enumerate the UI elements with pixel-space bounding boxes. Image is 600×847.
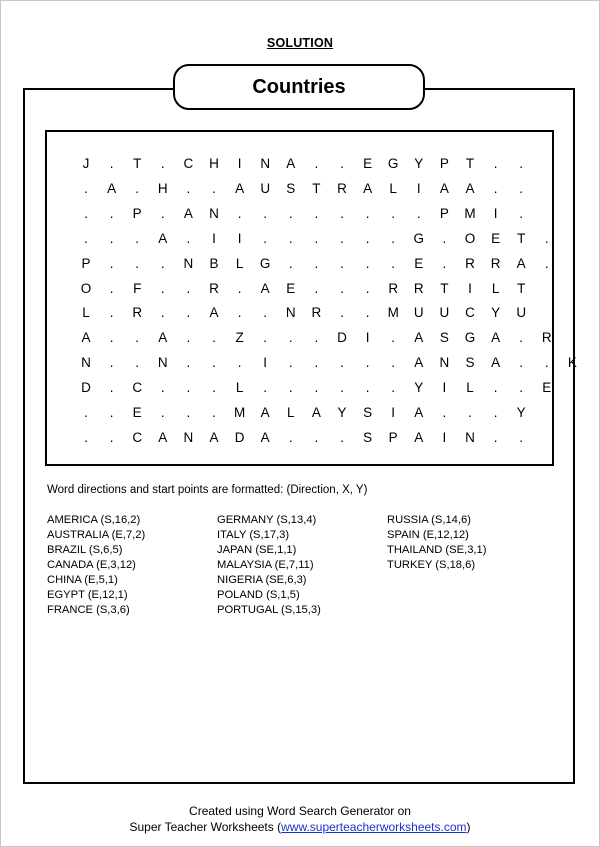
grid-cell: A	[209, 429, 219, 445]
grid-cell: .	[493, 405, 498, 420]
grid-cell: L	[466, 380, 474, 396]
grid-cell: .	[160, 255, 165, 271]
grid-cell: .	[212, 330, 216, 346]
grid-cell: L	[287, 405, 295, 420]
grid-cell: .	[314, 330, 319, 346]
grid-cell: A	[107, 180, 117, 196]
grid-cell: .	[160, 280, 165, 296]
grid-cell: A	[414, 405, 424, 420]
grid-cell: .	[135, 180, 140, 196]
grid-cell: .	[263, 205, 268, 221]
grid-cell: C	[465, 305, 475, 321]
grid-cell: M	[464, 205, 476, 221]
grid-cell: T	[133, 156, 142, 171]
grid-cell: .	[365, 230, 370, 246]
grid-cell: R	[541, 330, 552, 346]
grid-cell: Z	[235, 330, 244, 346]
grid-cell: A	[311, 405, 321, 420]
grid-cell: C	[132, 429, 143, 445]
grid-cell: .	[365, 255, 370, 271]
grid-cell: .	[160, 305, 165, 321]
grid-cell: .	[314, 380, 319, 396]
grid-cell: .	[314, 355, 319, 371]
word-list-column-2	[217, 513, 321, 618]
grid-cell: .	[416, 205, 421, 221]
grid-cell: .	[391, 255, 396, 271]
grid-cell: .	[340, 380, 344, 396]
grid-cell: .	[314, 156, 319, 171]
grid-cell: R	[132, 305, 143, 321]
grid-cell: P	[439, 156, 449, 171]
grid-cell: A	[286, 156, 296, 171]
grid-cell: .	[340, 355, 344, 371]
grid-cell: A	[235, 180, 245, 196]
word-list-item: ITALY (S,17,3)	[217, 529, 290, 541]
word-list-item: AUSTRALIA (E,7,2)	[47, 529, 146, 541]
grid-cell: I	[212, 230, 216, 246]
grid-cell: R	[465, 255, 475, 271]
grid-cell: I	[442, 429, 447, 445]
grid-cell: I	[493, 205, 498, 221]
grid-cell: T	[517, 280, 526, 296]
grid-cell: .	[212, 180, 216, 196]
grid-cell: M	[233, 405, 246, 420]
grid-cell: .	[519, 205, 524, 221]
grid-cell: .	[84, 230, 88, 246]
grid-cell: N	[209, 205, 219, 221]
grid-cell: R	[311, 305, 322, 321]
grid-cell: A	[414, 330, 424, 346]
grid-cell: U	[439, 305, 450, 321]
grid-cell: .	[237, 280, 242, 296]
grid-cell: Y	[337, 405, 347, 420]
grid-cell: .	[263, 380, 268, 396]
grid-cell: .	[442, 255, 447, 271]
grid-cell: .	[544, 355, 549, 371]
grid-cell: O	[464, 230, 476, 246]
grid-cell: .	[391, 205, 396, 221]
grid-cell: .	[442, 405, 447, 420]
grid-cell: .	[135, 330, 140, 346]
grid-cell: .	[135, 255, 140, 271]
grid-cell: .	[365, 205, 370, 221]
grid-cell: .	[468, 405, 472, 420]
grid-cell: G	[387, 156, 399, 171]
directions-note: Word directions and start points are formatted: (Direction, X, Y)	[47, 484, 368, 496]
grid-cell: .	[314, 429, 319, 445]
grid-cell: A	[465, 180, 475, 196]
grid-cell: L	[235, 255, 244, 271]
grid-cell: .	[493, 429, 498, 445]
grid-cell: .	[109, 405, 114, 420]
grid-cell: .	[493, 180, 498, 196]
grid-cell: I	[237, 156, 242, 171]
grid-cell: .	[186, 180, 191, 196]
grid-cell: .	[365, 380, 370, 396]
grid-cell: .	[109, 355, 114, 371]
grid-cell: .	[212, 405, 216, 420]
grid-cell: U	[260, 180, 271, 196]
word-list-item: THAILAND (SE,3,1)	[387, 544, 487, 556]
footer	[0, 803, 600, 835]
grid-cell: K	[567, 355, 577, 371]
grid-cell: .	[340, 205, 344, 221]
grid-cell: E	[132, 405, 142, 420]
grid-cell: N	[183, 255, 194, 271]
grid-cell: A	[439, 180, 449, 196]
word-list-column-1	[47, 513, 145, 618]
grid-cell: A	[158, 330, 168, 346]
grid-cell: .	[519, 380, 524, 396]
grid-cell: Y	[414, 380, 424, 396]
grid-cell: .	[314, 255, 319, 271]
grid-cell: S	[363, 429, 373, 445]
page-title: Countries	[173, 64, 425, 110]
grid-cell: .	[340, 429, 344, 445]
grid-cell: A	[491, 355, 501, 371]
grid-cell: .	[544, 255, 549, 271]
grid-cell: .	[160, 156, 165, 171]
grid-cell: I	[365, 330, 370, 346]
grid-cell: .	[135, 355, 140, 371]
grid-cell: N	[465, 429, 475, 445]
grid-cell: A	[414, 429, 424, 445]
grid-cell: A	[158, 230, 168, 246]
grid-cell: .	[109, 429, 114, 445]
grid-cell: .	[442, 230, 447, 246]
grid-cell: Y	[414, 156, 424, 171]
word-list-item: CHINA (E,5,1)	[47, 574, 118, 586]
grid-cell: .	[365, 355, 370, 371]
grid-cell: .	[493, 156, 498, 171]
word-list-item: JAPAN (SE,1,1)	[217, 544, 297, 556]
grid-cell: .	[186, 330, 191, 346]
grid-cell: I	[237, 230, 242, 246]
grid-cell: U	[516, 305, 527, 321]
grid-cell: N	[157, 355, 168, 371]
grid-cell: .	[84, 205, 88, 221]
grid-cell: .	[109, 330, 114, 346]
grid-cell: R	[388, 280, 399, 296]
grid-cell: .	[314, 280, 319, 296]
grid-cell: .	[263, 330, 268, 346]
grid-cell: L	[491, 280, 500, 296]
word-list-item: MALAYSIA (E,7,11)	[217, 559, 314, 571]
word-list-item: EGYPT (E,12,1)	[47, 589, 128, 601]
grid-cell: N	[183, 429, 194, 445]
grid-cell: S	[465, 355, 475, 371]
grid-cell: R	[337, 180, 347, 196]
grid-cell: E	[491, 230, 501, 246]
word-list-item: PORTUGAL (S,15,3)	[217, 604, 321, 616]
grid-cell: .	[160, 205, 165, 221]
word-search-grid	[45, 130, 577, 466]
grid-cell: D	[234, 429, 245, 445]
word-list-item: TURKEY (S,18,6)	[387, 559, 476, 571]
grid-cell: L	[82, 305, 90, 321]
grid-cell: A	[158, 429, 168, 445]
grid-cell: R	[490, 255, 501, 271]
grid-cell: R	[413, 280, 424, 296]
grid-cell: Y	[491, 305, 501, 321]
solution-label: SOLUTION	[266, 36, 334, 50]
grid-cell: .	[109, 280, 114, 296]
grid-cell: D	[81, 380, 91, 396]
grid-cell: .	[109, 205, 114, 221]
grid-cell: .	[391, 380, 396, 396]
grid-cell: E	[286, 280, 296, 296]
grid-cell: A	[260, 405, 270, 420]
grid-cell: .	[544, 230, 549, 246]
grid-cell: P	[132, 205, 142, 221]
grid-cell: .	[519, 180, 524, 196]
word-list-item: RUSSIA (S,14,6)	[387, 514, 471, 526]
grid-cell: .	[109, 230, 114, 246]
grid-cell: A	[516, 255, 526, 271]
website-link[interactable]: www.superteacherworksheets.com	[281, 820, 467, 834]
grid-cell: .	[212, 380, 216, 396]
grid-cell: A	[363, 180, 373, 196]
grid-cell: F	[133, 280, 142, 296]
grid-cell: A	[81, 330, 91, 346]
grid-cell: .	[84, 429, 88, 445]
grid-cell: G	[259, 255, 271, 271]
grid-cell: D	[337, 330, 347, 346]
word-list-item: NIGERIA (SE,6,3)	[217, 574, 307, 586]
grid-cell: E	[414, 255, 424, 271]
grid-cell: .	[109, 156, 114, 171]
grid-cell: A	[260, 280, 270, 296]
grid-cell: .	[493, 380, 498, 396]
grid-cell: .	[391, 230, 396, 246]
grid-cell: .	[314, 230, 319, 246]
grid-cell: .	[288, 380, 293, 396]
grid-cell: C	[132, 380, 143, 396]
grid-cell: I	[416, 180, 421, 196]
grid-cell: A	[209, 305, 219, 321]
grid-cell: .	[109, 380, 114, 396]
grid-cell: .	[237, 355, 242, 371]
grid-cell: .	[109, 255, 114, 271]
grid-cell: .	[84, 180, 88, 196]
grid-cell: .	[186, 305, 191, 321]
grid-cell: L	[389, 180, 397, 196]
grid-cell: N	[81, 355, 91, 371]
grid-cell: T	[312, 180, 321, 196]
grid-cell: .	[365, 305, 370, 321]
grid-cell: G	[413, 230, 425, 246]
grid-cell: P	[81, 255, 91, 271]
grid-cell: .	[263, 305, 268, 321]
word-list-item: BRAZIL (S,6,5)	[47, 544, 123, 556]
grid-cell: .	[186, 380, 191, 396]
grid-cell: .	[340, 230, 344, 246]
footer-prefix: Super Teacher Worksheets (	[129, 820, 282, 834]
grid-cell: .	[109, 305, 114, 321]
grid-cell: .	[519, 156, 524, 171]
footer-line-2	[0, 819, 600, 835]
grid-cell: .	[186, 280, 191, 296]
grid-cell: I	[263, 355, 268, 371]
grid-cell: .	[160, 380, 165, 396]
word-list-column-3	[387, 513, 486, 573]
grid-cell: R	[209, 280, 219, 296]
grid-cell: .	[391, 330, 396, 346]
grid-cell: L	[235, 380, 244, 396]
grid-cell: A	[491, 330, 501, 346]
word-list-item: GERMANY (S,13,4)	[217, 514, 317, 526]
grid-cell: A	[260, 429, 270, 445]
grid-cell: .	[288, 355, 293, 371]
grid-cell: .	[288, 205, 293, 221]
grid-cell: T	[517, 230, 526, 246]
grid-cell: I	[468, 280, 472, 296]
grid-cell: .	[314, 205, 319, 221]
grid-cell: N	[439, 355, 450, 371]
grid-cell: .	[288, 429, 293, 445]
grid-cell: N	[285, 305, 296, 321]
grid-cell: I	[391, 405, 396, 420]
grid-cell: E	[363, 156, 373, 171]
grid-cell: .	[519, 355, 524, 371]
grid-cell: B	[209, 255, 219, 271]
grid-cell: H	[209, 156, 219, 171]
grid-cell: A	[414, 355, 424, 371]
grid-cell: .	[519, 429, 524, 445]
grid-cell: H	[157, 180, 168, 196]
grid-cell: .	[186, 355, 191, 371]
grid-cell: J	[82, 156, 90, 171]
grid-cell: .	[340, 305, 344, 321]
word-list-item: SPAIN (E,12,12)	[387, 529, 469, 541]
grid-cell: .	[84, 405, 88, 420]
grid-cell: P	[439, 205, 449, 221]
grid-cell: .	[288, 255, 293, 271]
grid-cell: .	[135, 230, 140, 246]
grid-cell: .	[212, 355, 216, 371]
grid-cell: .	[186, 405, 191, 420]
grid-cell: .	[288, 230, 293, 246]
grid-cell: E	[542, 380, 552, 396]
grid-cell: .	[160, 405, 165, 420]
grid-cell: S	[439, 330, 449, 346]
footer-suffix: )	[466, 820, 471, 834]
grid-cell: M	[387, 305, 399, 321]
grid-cell: S	[286, 180, 296, 196]
grid-cell: .	[263, 230, 268, 246]
grid-cell: G	[464, 330, 476, 346]
grid-cell: .	[340, 255, 344, 271]
grid-cell: A	[183, 205, 193, 221]
grid-cell: I	[442, 380, 447, 396]
grid-cell: O	[80, 280, 92, 296]
grid-cell: .	[340, 156, 344, 171]
grid-cell: .	[365, 280, 370, 296]
grid-cell: .	[519, 330, 524, 346]
grid-cell: Y	[516, 405, 526, 420]
grid-cell: .	[237, 205, 242, 221]
grid-cell: .	[340, 280, 344, 296]
grid-cell: U	[413, 305, 424, 321]
grid-cell: S	[363, 405, 373, 420]
footer-line-1: Created using Word Search Generator on	[189, 804, 411, 818]
grid-cell: T	[440, 280, 449, 296]
grid-cell: T	[465, 156, 475, 171]
grid-cell: N	[260, 156, 271, 171]
grid-cell: .	[186, 230, 191, 246]
word-list-item: AMERICA (S,16,2)	[47, 514, 141, 526]
grid-cell: .	[237, 305, 242, 321]
word-list-item: POLAND (S,1,5)	[217, 589, 300, 601]
grid-cell: P	[388, 429, 398, 445]
grid-cell: C	[183, 156, 194, 171]
grid-cell: .	[391, 355, 396, 371]
word-list-item: FRANCE (S,3,6)	[47, 604, 130, 616]
grid-cell: .	[288, 330, 293, 346]
word-list-item: CANADA (E,3,12)	[47, 559, 136, 571]
